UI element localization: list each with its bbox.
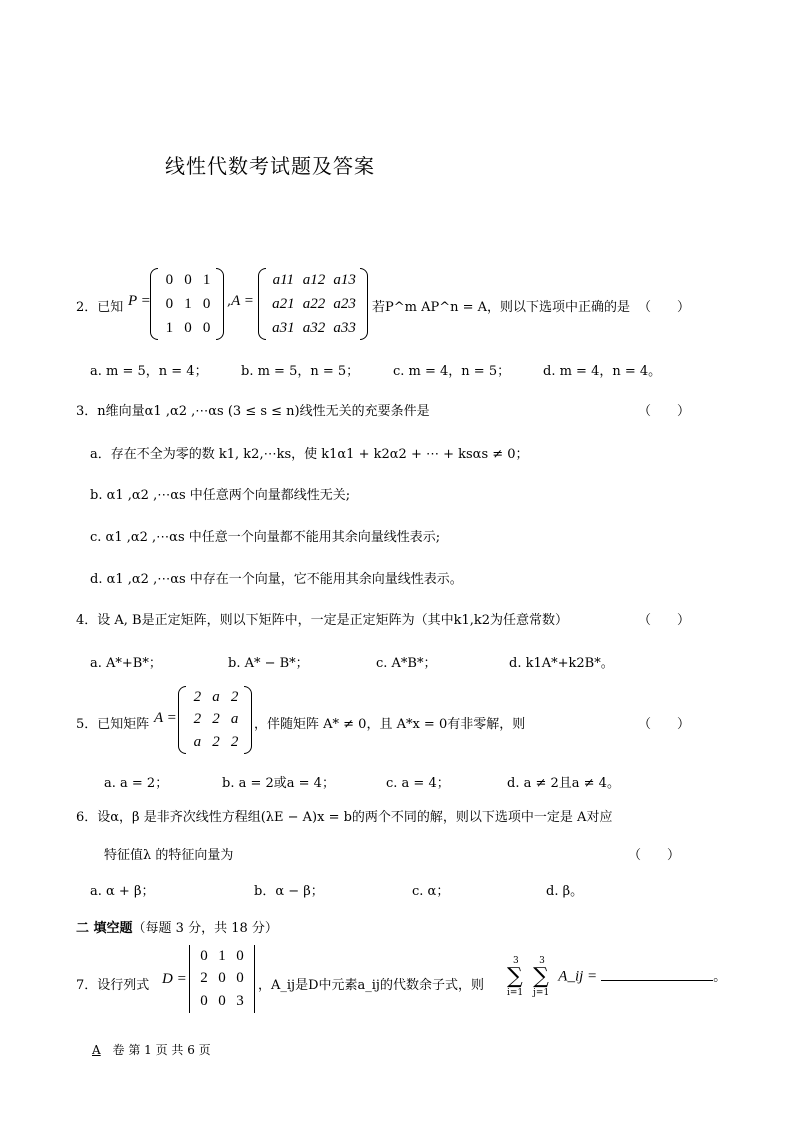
matrix-right-bracket — [216, 268, 224, 340]
q2-p-label — [128, 293, 151, 310]
sum-i-upper: 3 — [513, 956, 519, 966]
q5-matrix — [178, 686, 252, 754]
q4-option-d: d. k1A*+k2B*。 — [509, 656, 614, 671]
q5-option-d: d. a ≠ 2且a ≠ 4。 — [507, 776, 620, 791]
q6-option-d: d. β。 — [546, 884, 584, 899]
q3-option-d: d. α1 ,α2 ,⋯αs 中存在一个向量，它不能用其余向量线性表示。 — [90, 572, 463, 587]
matrix-cell-text: a31 — [272, 319, 295, 336]
matrix-cell — [225, 709, 244, 732]
matrix-cell-text: a23 — [333, 295, 356, 312]
q2-option-d: d. m = 4，n = 4。 — [543, 364, 662, 379]
matrix-cell: 0 — [236, 947, 244, 964]
q2-a-label: ,A = — [227, 293, 254, 309]
q3-stem: 3．n维向量α1 ,α2 ,⋯αs (3 ≤ s ≤ n)线性无关的充要条件是 — [76, 404, 430, 419]
q7-text: ，A_ij是D中元素a_ij的代数余子式，则 — [258, 978, 484, 993]
sum-term: A_ij = — [558, 968, 598, 985]
q5-option-c: c. a = 4； — [386, 776, 450, 791]
q2-option-a: a. m = 5，n = 4； — [90, 364, 208, 379]
q4-option-c: c. A*B*； — [376, 656, 437, 671]
q7-number: 7．设行列式 — [76, 978, 150, 993]
matrix-cell — [207, 686, 226, 709]
matrix-right-bracket — [244, 686, 252, 754]
matrix-cell-text: 2 — [212, 734, 220, 751]
matrix-cell-text: a12 — [302, 271, 326, 288]
footer-page-info: 卷 第 1 页 共 6 页 — [112, 1043, 211, 1057]
q5-number: 5．已知矩阵 — [76, 717, 150, 732]
matrix-cell: 0 — [236, 970, 244, 987]
matrix-cell-text: a — [212, 688, 220, 705]
q5-a-label-text: A = — [154, 710, 177, 726]
matrix-cell — [207, 731, 226, 754]
matrix-cell: 0 — [200, 993, 208, 1010]
page-footer — [84, 1041, 211, 1058]
matrix-cell-text: 2 — [212, 711, 220, 728]
q2-condition: 若P^m AP^n = A，则以下选项中正确的是 — [372, 300, 631, 315]
matrix-cell: 0 — [165, 271, 174, 288]
matrix-cell — [268, 292, 299, 316]
determinant-right-bar — [254, 945, 255, 1013]
section-heading-title: 二 填空题 — [76, 921, 133, 936]
matrix-cell: 1 — [218, 947, 226, 964]
matrix-cell — [188, 731, 207, 754]
matrix-cell: 3 — [236, 993, 244, 1010]
q7-sum-expression — [506, 956, 727, 998]
matrix-cell-text: a22 — [302, 295, 326, 312]
q6-option-b: b．α − β； — [254, 884, 324, 899]
q7-end-mark: 。 — [713, 969, 727, 985]
matrix-cell — [225, 686, 244, 709]
q5-answer-paren: （ ） — [638, 717, 691, 732]
footer-paper-label: A — [92, 1043, 101, 1057]
matrix-cell: 0 — [165, 295, 174, 312]
matrix-left-bracket — [258, 268, 266, 340]
q4-option-a: a. A*+B*； — [90, 656, 162, 671]
sum-i — [506, 956, 528, 998]
matrix-cell-text: a — [230, 711, 239, 728]
q5-option-a: a. a = 2； — [104, 776, 169, 791]
q6-option-c: c. α； — [412, 884, 450, 899]
q6-stem-line2: 特征值λ 的特征向量为 — [104, 848, 234, 863]
sum-j — [532, 956, 554, 998]
q2-option-b: b. m = 5，n = 5； — [241, 364, 360, 379]
q3-answer-paren: （ ） — [638, 404, 691, 419]
q4-option-b: b. A* − B*； — [228, 656, 309, 671]
matrix-cell: 0 — [184, 319, 192, 336]
matrix-cell — [207, 709, 226, 732]
sigma-icon: ∑ — [533, 964, 549, 989]
matrix-cell-text: a33 — [333, 319, 356, 336]
q2-option-c: c. m = 4，n = 5； — [393, 364, 511, 379]
section-heading-note: （每题 3 分，共 18 分） — [132, 921, 278, 936]
matrix-cell — [299, 316, 330, 340]
matrix-cell — [329, 268, 360, 292]
answer-blank[interactable] — [601, 966, 713, 981]
matrix-cell-text: a21 — [272, 295, 295, 312]
matrix-cell: 0 — [218, 970, 226, 987]
matrix-cell — [329, 316, 360, 340]
matrix-left-bracket — [150, 268, 158, 340]
matrix-cell-text: a11 — [272, 271, 295, 288]
matrix-cell-text: 2 — [230, 734, 239, 751]
q2-a-matrix — [258, 268, 368, 340]
q7-determinant — [189, 945, 255, 1013]
q6-answer-paren: （ ） — [628, 848, 681, 863]
matrix-cell-text: 2 — [230, 688, 239, 705]
q2-number: 2．已知 — [76, 300, 124, 315]
matrix-right-bracket — [360, 268, 368, 340]
matrix-cell: 0 — [202, 295, 211, 312]
page-title: 线性代数考试题及答案 — [165, 154, 375, 178]
matrix-cell: 1 — [165, 319, 174, 336]
q6-stem-line1: 6．设α，β 是非齐次线性方程组(λE − A)x = b的两个不同的解，则以下选项中一定是 A对应 — [76, 810, 613, 825]
matrix-cell-text: a13 — [333, 271, 356, 288]
matrix-cell — [268, 268, 299, 292]
determinant-left-bar — [189, 945, 190, 1013]
matrix-cell-text: a — [193, 734, 202, 751]
q6-option-a: a. α + β； — [90, 884, 155, 899]
matrix-cell — [299, 268, 330, 292]
matrix-cell: 2 — [200, 970, 208, 987]
matrix-cell: 0 — [184, 271, 192, 288]
q2-p-label-text: P = — [128, 293, 151, 309]
q5-condition: ，伴随矩阵 A* ≠ 0，且 A*x = 0有非零解，则 — [254, 717, 526, 732]
matrix-cell — [268, 316, 299, 340]
matrix-cell: 0 — [200, 947, 208, 964]
q5-a-label — [154, 710, 177, 727]
matrix-cell-text: a32 — [302, 319, 326, 336]
matrix-cell — [299, 292, 330, 316]
matrix-left-bracket — [178, 686, 186, 754]
sum-i-lower: i=1 — [507, 988, 524, 998]
q3-option-a: a．存在不全为零的数 k1, k2,⋯ks，使 k1α1 + k2α2 + ⋯ + ksαs ≠ 0； — [90, 447, 529, 462]
sigma-icon: ∑ — [507, 964, 523, 989]
matrix-cell: 0 — [202, 319, 211, 336]
sum-j-lower: j=1 — [533, 988, 550, 998]
q5-option-b: b. a = 2或a = 4； — [222, 776, 335, 791]
matrix-cell: 0 — [218, 993, 226, 1010]
sum-j-upper: 3 — [539, 956, 545, 966]
q3-option-c: c. α1 ,α2 ,⋯αs 中任意一个向量都不能用其余向量线性表示; — [90, 530, 441, 545]
q3-option-b: b. α1 ,α2 ,⋯αs 中任意两个向量都线性无关; — [90, 488, 351, 503]
matrix-cell — [188, 709, 207, 732]
q2-answer-paren: （ ） — [638, 300, 691, 315]
matrix-cell-text: 2 — [193, 688, 202, 705]
q4-stem: 4．设 A, B是正定矩阵，则以下矩阵中，一定是正定矩阵为（其中k1,k2为任意常数） — [76, 613, 569, 628]
q7-d-label — [162, 971, 187, 988]
section-heading — [76, 917, 278, 936]
matrix-cell — [188, 686, 207, 709]
q7-d-label-text: D = — [162, 971, 187, 987]
q2-a-label-text: A = — [231, 293, 254, 309]
matrix-cell — [329, 292, 360, 316]
matrix-cell: 1 — [202, 271, 211, 288]
q4-answer-paren: （ ） — [638, 613, 691, 628]
matrix-cell — [225, 731, 244, 754]
q2-p-matrix — [150, 268, 224, 340]
matrix-cell-text: 2 — [193, 711, 202, 728]
matrix-cell: 1 — [184, 295, 192, 312]
